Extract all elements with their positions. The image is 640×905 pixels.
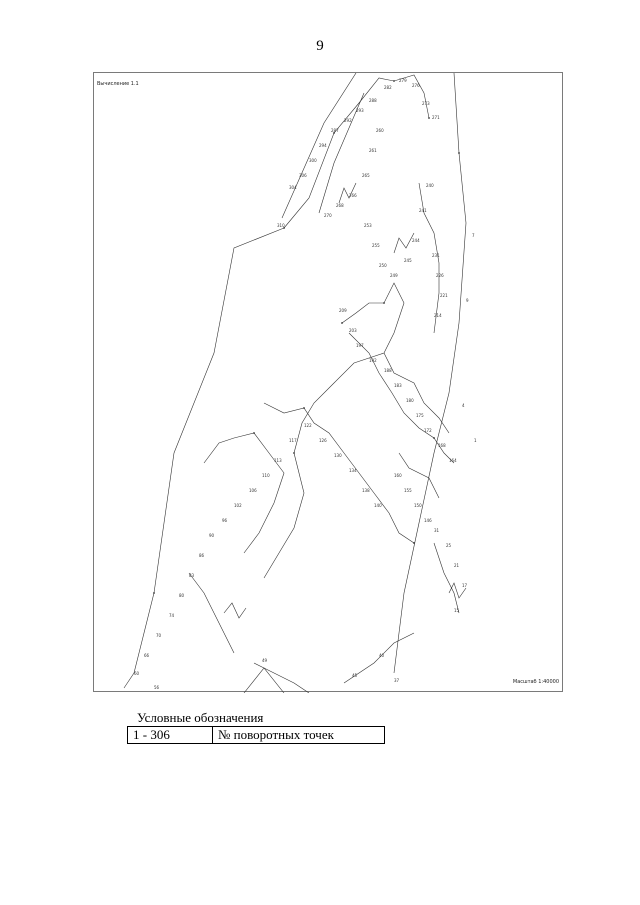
point-label: 134 [349, 468, 357, 473]
legend-meaning: № поворотных точек [213, 727, 385, 744]
point-label: 66 [144, 653, 150, 658]
point-label: 90 [209, 533, 215, 538]
boundary-map [94, 73, 564, 693]
point-label: 74 [169, 613, 175, 618]
point-label: 255 [372, 243, 380, 248]
boundary-line [284, 75, 429, 228]
point-label: 106 [249, 488, 257, 493]
point-label: 292 [344, 118, 352, 123]
point-label: 293 [356, 108, 364, 113]
point-label: 244 [412, 238, 420, 243]
point-label: 226 [436, 273, 444, 278]
boundary-line [394, 73, 466, 673]
page-number: 9 [316, 38, 324, 54]
turning-point [383, 302, 385, 304]
point-label: 245 [404, 258, 412, 263]
turning-point [413, 542, 415, 544]
point-label: 249 [390, 273, 398, 278]
point-label: 240 [426, 183, 434, 188]
boundary-line [434, 543, 459, 613]
legend-table [127, 726, 385, 744]
point-label: 49 [262, 658, 268, 663]
point-label: 15 [454, 608, 460, 613]
point-label: 160 [394, 473, 402, 478]
point-label: 168 [438, 443, 446, 448]
point-label: 126 [319, 438, 327, 443]
boundary-line [224, 603, 246, 618]
point-label: 270 [324, 213, 332, 218]
point-label: 260 [376, 128, 384, 133]
point-label: 271 [432, 115, 440, 120]
point-label: 117 [289, 438, 297, 443]
point-label: 300 [309, 158, 317, 163]
point-label: 197 [356, 343, 364, 348]
legend-row [128, 727, 385, 744]
point-label: 17 [462, 583, 468, 588]
point-label: 140 [374, 503, 382, 508]
point-label: 60 [134, 671, 140, 676]
boundary-line [124, 228, 284, 688]
point-label: 279 [399, 78, 407, 83]
point-label: 25 [446, 543, 452, 548]
point-label: 164 [449, 458, 457, 463]
point-label: 56 [154, 685, 160, 690]
point-label: 221 [440, 293, 448, 298]
point-label: 70 [156, 633, 162, 638]
point-label: 37 [394, 678, 400, 683]
turning-point [433, 437, 435, 439]
point-label: 96 [222, 518, 228, 523]
point-label: 276 [412, 83, 420, 88]
point-label: 146 [424, 518, 432, 523]
boundary-line [419, 183, 439, 333]
point-label: 261 [369, 148, 377, 153]
point-label: 282 [384, 85, 392, 90]
turning-point [253, 432, 255, 434]
boundary-line [264, 403, 414, 543]
point-label: 40 [379, 653, 385, 658]
point-label: 203 [349, 328, 357, 333]
boundary-line [264, 453, 304, 578]
turning-point [293, 452, 295, 454]
point-label: 250 [379, 263, 387, 268]
point-label: 294 [319, 143, 327, 148]
turning-point [303, 407, 305, 409]
turning-point [428, 117, 430, 119]
point-label: 175 [416, 413, 424, 418]
point-label: 1 [474, 438, 477, 443]
point-label: 288 [369, 98, 377, 103]
point-label: 110 [262, 473, 270, 478]
point-label: 310 [277, 223, 285, 228]
boundary-line [204, 433, 284, 553]
turning-point [153, 592, 155, 594]
point-label: 192 [369, 358, 377, 363]
turning-point [341, 322, 343, 324]
point-label: 304 [289, 185, 297, 190]
point-label: 172 [424, 428, 432, 433]
point-label: 265 [362, 173, 370, 178]
map-frame [93, 72, 563, 692]
point-label: 155 [404, 488, 412, 493]
point-label: 253 [364, 223, 372, 228]
point-label: 241 [419, 208, 427, 213]
point-label: 122 [304, 423, 312, 428]
point-label: 45 [352, 673, 358, 678]
point-label: 31 [434, 528, 440, 533]
point-label: 306 [299, 173, 307, 178]
point-label: 130 [334, 453, 342, 458]
turning-point [458, 152, 460, 154]
point-label: 4 [462, 403, 465, 408]
point-label: 86 [199, 553, 205, 558]
point-label: 183 [394, 383, 402, 388]
point-label: 150 [414, 503, 422, 508]
legend-title: Условные обозначения [137, 710, 264, 725]
point-label: 21 [454, 563, 460, 568]
point-label: 287 [331, 128, 339, 133]
point-label: 138 [362, 488, 370, 493]
boundary-line [244, 668, 284, 693]
turning-point [393, 80, 395, 82]
point-label: 80 [179, 593, 185, 598]
point-label: 209 [339, 308, 347, 313]
inset-label: Вычисление 1.1 [97, 81, 139, 87]
point-label: 266 [349, 193, 357, 198]
point-label: 188 [384, 368, 392, 373]
point-label: 7 [472, 233, 475, 238]
point-label: 273 [422, 101, 430, 106]
point-label: 231 [432, 253, 440, 258]
point-label: 102 [234, 503, 242, 508]
legend-range: 1 - 306 [128, 727, 213, 744]
boundary-line [384, 353, 449, 433]
point-label: 83 [189, 573, 195, 578]
point-label: 9 [466, 298, 469, 303]
scale-label: Масштаб 1:40000 [512, 679, 559, 685]
point-label: 268 [336, 203, 344, 208]
boundary-line [254, 663, 309, 693]
boundary-line [189, 573, 234, 653]
boundary-line [394, 233, 414, 253]
point-label: 180 [406, 398, 414, 403]
point-label: 113 [274, 458, 282, 463]
point-label: 214 [434, 313, 442, 318]
